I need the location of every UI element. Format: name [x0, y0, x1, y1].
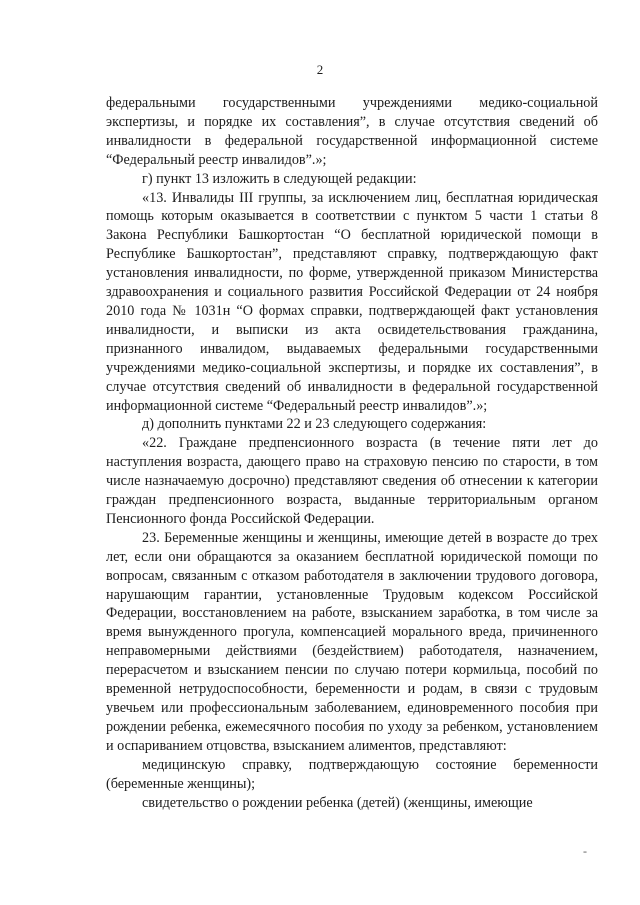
- paragraph-4: д) дополнить пунктами 22 и 23 следующего содержания:: [142, 416, 487, 433]
- paragraph-2: г) пункт 13 изложить в следующей редакции:: [142, 170, 417, 187]
- page-number: 2: [316, 62, 324, 77]
- paragraph-3: «13. Инвалиды III группы, за исключением лиц, бесплатная юридическая помощь которым оказывается в соответствии с пунктом 5 части 1 статьи 8 Закона Республики Башкортостан “О бесплатной юридической помощи в Республике Башкортостан”, представляют справку, подтверждающую факт установления инвалидности, по форме, утвержденной приказом Министерства здравоохранения и социального развития Российской Федерации от 24 ноября 2010 года № 1031н “О формах справки, подтверждающей факт установления инвалидности, и выписки из акта освидетельствования гражданина, признанного инвалидом, выдаваемых федеральными государственными учреждениями медико-социальной экспертизы, и порядке их составления”, в случае отсутствия сведений об инвалидности в федеральной государственной информационной системе “Федеральный реестр инвалидов”.»;: [106, 189, 598, 414]
- document-body: [106, 94, 598, 812]
- paragraph-7: медицинскую справку, подтверждающую состояние беременности (беременные женщины);: [106, 756, 598, 792]
- paragraph-5: «22. Граждане предпенсионного возраста (в течение пяти лет до наступления возраста, дающего право на страховую пенсию по старости, в том числе назначаемую досрочно) представляют сведения об отнесении к категории граждан предпенсионного возраста, выданные территориальным органом Пенсионного фонда Российской Федерации.: [106, 435, 598, 527]
- footer-mark: -: [583, 844, 587, 858]
- paragraph-6: 23. Беременные женщины и женщины, имеющие детей в возрасте до трех лет, если они обращаются за оказанием бесплатной юридической помощи по вопросам, связанным с отказом работодателя в заключении трудового договора, нарушающим гарантии, установленные Трудовым кодексом Российской Федерации, восстановлением на работе, взысканием заработка, в том числе за время вынужденного прогула, компенсацией морального вреда, причиненного неправомерными действиями (бездействием) работодателя, назначением, перерасчетом и взысканием пенсии по случаю потери кормильца, пособий по временной нетрудоспособности, беременности и родам, в связи с трудовым увечьем или профессиональным заболеванием, единовременного пособия при рождении ребенка, ежемесячного пособия по уходу за ребенком, установлением и оспариванием отцовства, взысканием алиментов, представляют:: [106, 529, 598, 754]
- paragraph-1: федеральными государственными учреждениями медико-социальной экспертизы, и порядке их составления”, в случае отсутствия сведений об инвалидности в федеральной государственной информационной системе “Федеральный реестр инвалидов”.»;: [106, 95, 598, 168]
- paragraph-8: свидетельство о рождении ребенка (детей) (женщины, имеющие: [142, 794, 533, 811]
